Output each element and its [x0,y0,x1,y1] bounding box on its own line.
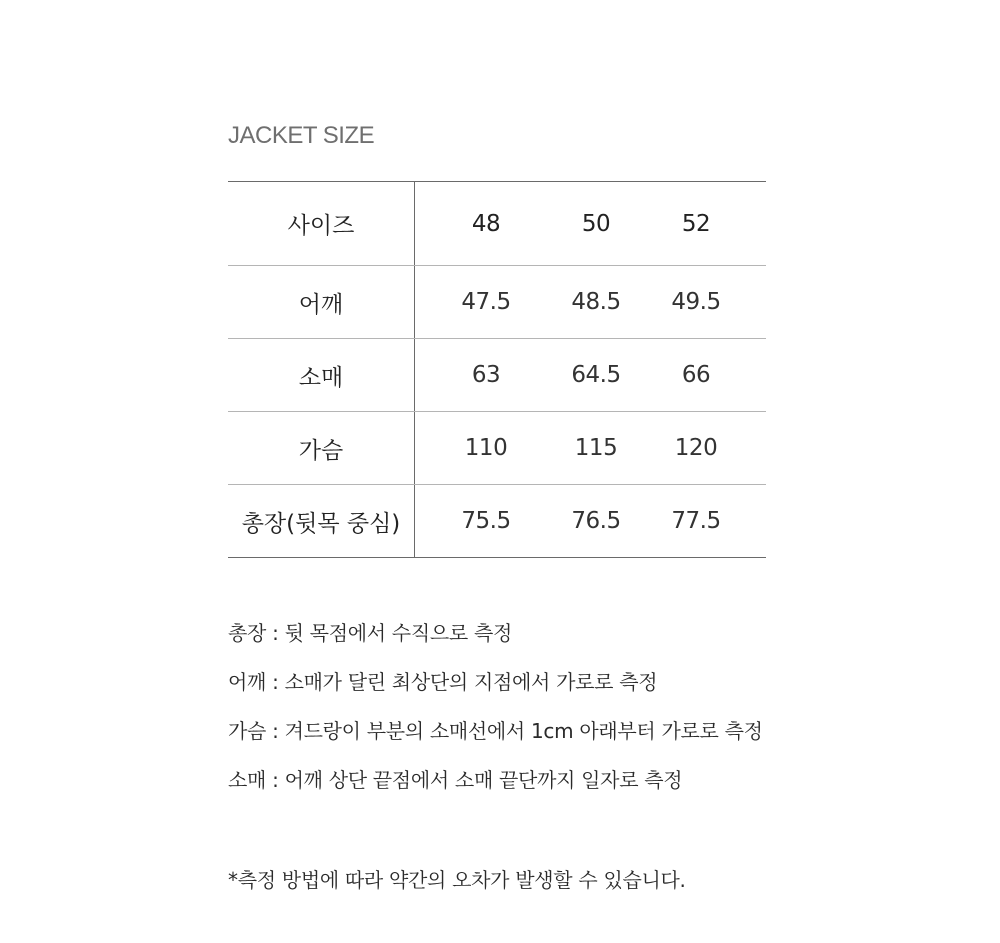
table-cell: 49.5 [671,289,721,315]
table-cell: 47.5 [461,289,511,315]
table-row [228,484,766,557]
table-cell: 66 [681,362,711,388]
row-label: 총장(뒷목 중심) [228,485,415,557]
size-50-header: 50 [581,210,611,237]
measurement-notes [228,617,763,813]
table-cell: 120 [674,435,718,461]
table-cell: 48.5 [571,289,621,315]
page-title: JACKET SIZE [228,122,375,149]
row-label: 어깨 [228,266,415,338]
size-48-header: 48 [471,210,501,237]
table-row [228,265,766,338]
table-cell: 115 [574,435,618,461]
header-label: 사이즈 [228,182,415,265]
note-shoulder: 어깨 : 소매가 달린 최상단의 지점에서 가로로 측정 [228,670,658,694]
row-label: 소매 [228,339,415,411]
table-cell: 75.5 [461,508,511,534]
table-cell: 110 [464,435,508,461]
note-length: 총장 : 뒷 목점에서 수직으로 측정 [228,621,512,645]
table-cell: 64.5 [571,362,621,388]
table-cell: 77.5 [671,508,721,534]
note-sleeve: 소매 : 어깨 상단 끝점에서 소매 끝단까지 일자로 측정 [228,768,683,792]
size-52-header: 52 [681,210,711,237]
table-header-row [228,182,766,265]
table-row [228,338,766,411]
disclaimer: *측정 방법에 따라 약간의 오차가 발생할 수 있습니다. [228,868,686,892]
row-label: 가슴 [228,412,415,484]
size-table [228,181,766,558]
table-cell: 76.5 [571,508,621,534]
table-cell: 63 [471,362,501,388]
note-chest: 가슴 : 겨드랑이 부분의 소매선에서 1cm 아래부터 가로로 측정 [228,719,763,743]
table-row [228,411,766,484]
